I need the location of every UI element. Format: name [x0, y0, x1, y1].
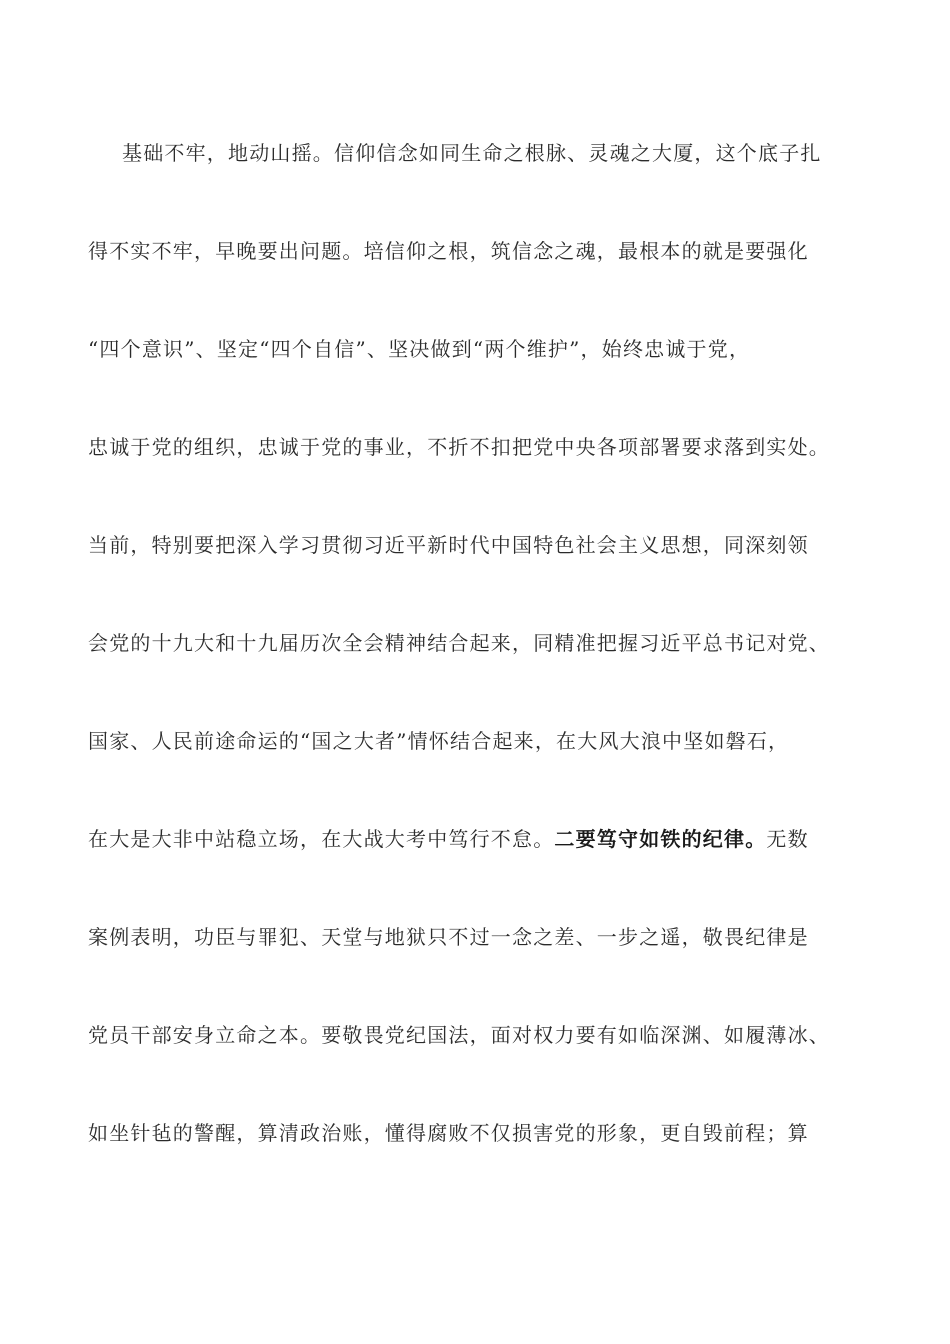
text-line [88, 819, 878, 917]
section-heading-inline: 二要笃守如铁的纪律。 [554, 827, 767, 851]
text-line: 案例表明，功臣与罪犯、天堂与地狱只不过一念之差、一步之遥，敬畏纪律是 [88, 925, 809, 949]
text-line: 党员干部安身立命之本。要敬畏党纪国法，面对权力要有如临深渊、如履薄冰、 [88, 1023, 830, 1047]
text-line: 国家、人民前途命运的“国之大者”情怀结合起来，在大风大浪中坚如磐石， [88, 729, 790, 753]
text-line: 基础不牢，地动山摇。信仰信念如同生命之根脉、灵魂之大厦，这个底子扎 [122, 141, 822, 165]
text-line: “四个意识”、坚定“四个自信”、坚决做到“两个维护”，始终忠诚于党， [88, 337, 751, 361]
text-segment: 在大是大非中站稳立场，在大战大考中笃行不怠。 [88, 827, 555, 851]
text-line: 得不实不牢，早晚要出问题。培信仰之根，筑信念之魂，最根本的就是要强化 [88, 239, 809, 263]
text-line: 如坐针毡的警醒，算清政治账，懂得腐败不仅损害党的形象，更自毁前程；算 [88, 1121, 809, 1145]
text-line: 忠诚于党的组织，忠诚于党的事业，不折不扣把党中央各项部署要求落到实处。 [88, 435, 830, 459]
text-line: 会党的十九大和十九届历次全会精神结合起来，同精准把握习近平总书记对党、 [88, 631, 830, 655]
text-line: 当前，特别要把深入学习贯彻习近平新时代中国特色社会主义思想，同深刻领 [88, 533, 809, 557]
document-body [88, 133, 878, 1211]
text-segment: 无数 [766, 827, 809, 851]
